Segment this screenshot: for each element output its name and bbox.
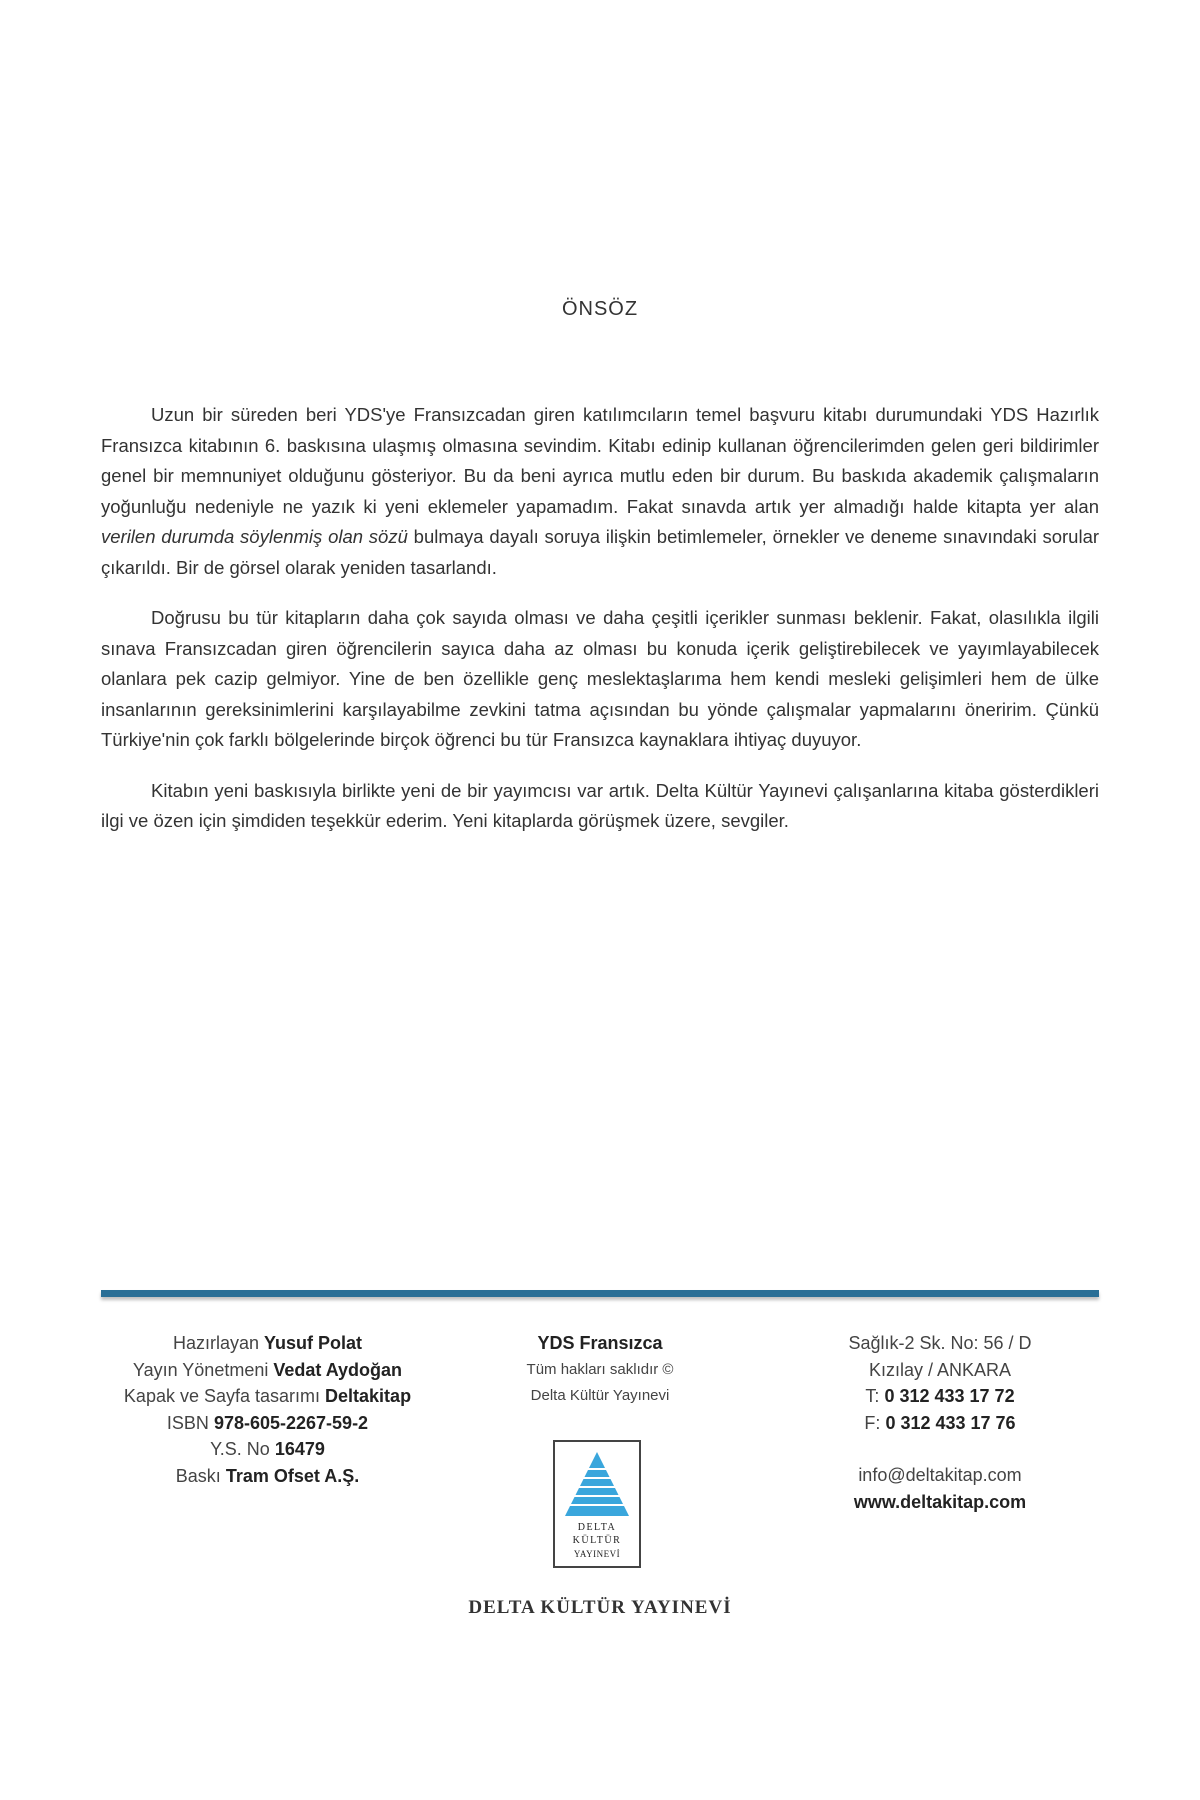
credit-print (95, 1463, 440, 1490)
credit-isbn (95, 1410, 440, 1437)
fax (790, 1410, 1090, 1437)
address-line-1: Sağlık-2 Sk. No: 56 / D (848, 1333, 1032, 1353)
credit-label: Kapak ve Sayfa tasarımı (123, 1386, 321, 1406)
paragraph-1-text-a: Uzun bir süreden beri YDS'ye Fransızcadan giren katılımcıların temel başvuru kitabı durumundaki YDS Hazırlık Fransızca kitabının 6. baskısına ulaşmış olmasına sevindim. Kitabı edinip kullanan öğrencilerimden gelen geri bildirimler genel bir memnuniyet olduğunu gösteriyor. Bu da beni ayrıca mutlu eden bir durum. Bu baskıda akademik çalışmaların yoğunluğu nedeniyle ne yazık ki yeni eklemeler yapamadım. Fakat sınavda artık yer almadığı halde kitapta yer alan (101, 404, 1099, 517)
logo-line-2: KÜLTÜR (572, 1535, 622, 1546)
fax-value: 0 312 433 17 76 (885, 1412, 1016, 1433)
phone (790, 1383, 1090, 1410)
credit-label: Hazırlayan (172, 1333, 259, 1353)
credit-value: 16479 (274, 1439, 325, 1459)
website-link[interactable] (790, 1489, 1090, 1516)
logo-line-3: YAYINEVİ (573, 1549, 621, 1559)
paragraph-1-text-b: bulmaya dayalı soruya ilişkin betimlemeler, örnekler ve deneme sınavındaki sorular çıkarıldı. Bir de görsel olarak yeniden tasarlandı. (101, 526, 1100, 578)
book-title: YDS Fransızca (537, 1333, 663, 1353)
website-text: www.deltakitap.com (853, 1491, 1027, 1512)
paragraph-3: Kitabın yeni baskısıyla birlikte yeni de bir yayımcısı var artık. Delta Kültür Yayınevi çalışanlarına kitaba gösterdikleri ilgi ve özen için şimdiden teşekkür ederim. Yeni kitaplarda görüşmek üzere, sevgiler. (101, 779, 1099, 831)
credit-design (95, 1383, 440, 1410)
paragraph-1 (101, 400, 1099, 583)
publisher-logo (553, 1440, 641, 1568)
credit-value: Tram Ofset A.Ş. (225, 1465, 360, 1486)
book-info-column (470, 1330, 730, 1409)
credit-label: Yayın Yönetmeni (132, 1359, 269, 1380)
rights-notice: Tüm hakları saklıdır © (526, 1360, 674, 1378)
credit-ys (95, 1436, 440, 1463)
logo-line-1: DELTA (577, 1522, 617, 1533)
email-link[interactable]: info@deltakitap.com (858, 1465, 1022, 1485)
credit-value: Deltakitap (325, 1386, 412, 1406)
credit-director (95, 1357, 440, 1384)
preface-body (101, 400, 1099, 857)
credit-label: Baskı (175, 1465, 221, 1486)
credits-column (95, 1330, 440, 1489)
phone-label: T: (865, 1386, 880, 1406)
credit-label: Y.S. No (210, 1439, 270, 1459)
address-line-2: Kızılay / ANKARA (868, 1359, 1012, 1380)
credit-value: 978-605-2267-59-2 (213, 1412, 369, 1433)
page-title: ÖNSÖZ (561, 298, 639, 320)
paragraph-2: Doğrusu bu tür kitapların daha çok sayıda olması ve daha çeşitli içerikler sunması beklenir. Fakat, olasılıkla ilgili sınava Fransızcadan giren öğrencilerin sayıca daha az olması bu konuda içerik geliştirebilecek ve yayımlayabilecek olanlara pek cazip gelmiyor. Yine de ben özellikle genç meslektaşlarıma hem kendi mesleki gelişimleri hem de ülke insanlarının gereksinimlerini karşılayabilme zevkini tatma açısından bu yönde çalışmalar yapmalarını öneririm. Çünkü Türkiye'nin çok farklı bölgelerinde birçok öğrenci bu tür Fransızca kaynaklara ihtiyaç duyuyor. (101, 607, 1099, 750)
contact-column (790, 1330, 1090, 1515)
rights-owner: Delta Kültür Yayınevi (530, 1386, 670, 1404)
credit-prepared (95, 1330, 440, 1357)
delta-pyramid-icon (563, 1450, 631, 1518)
publisher-name: DELTA KÜLTÜR YAYINEVİ (468, 1597, 732, 1618)
credit-value: Yusuf Polat (264, 1333, 363, 1353)
divider-rule (101, 1290, 1099, 1297)
fax-label: F: (864, 1412, 881, 1433)
phone-value: 0 312 433 17 72 (884, 1386, 1015, 1406)
credit-value: Vedat Aydoğan (273, 1359, 403, 1380)
paragraph-1-italic: verilen durumda söylenmiş olan sözü (101, 526, 408, 547)
credit-label: ISBN (166, 1412, 209, 1433)
